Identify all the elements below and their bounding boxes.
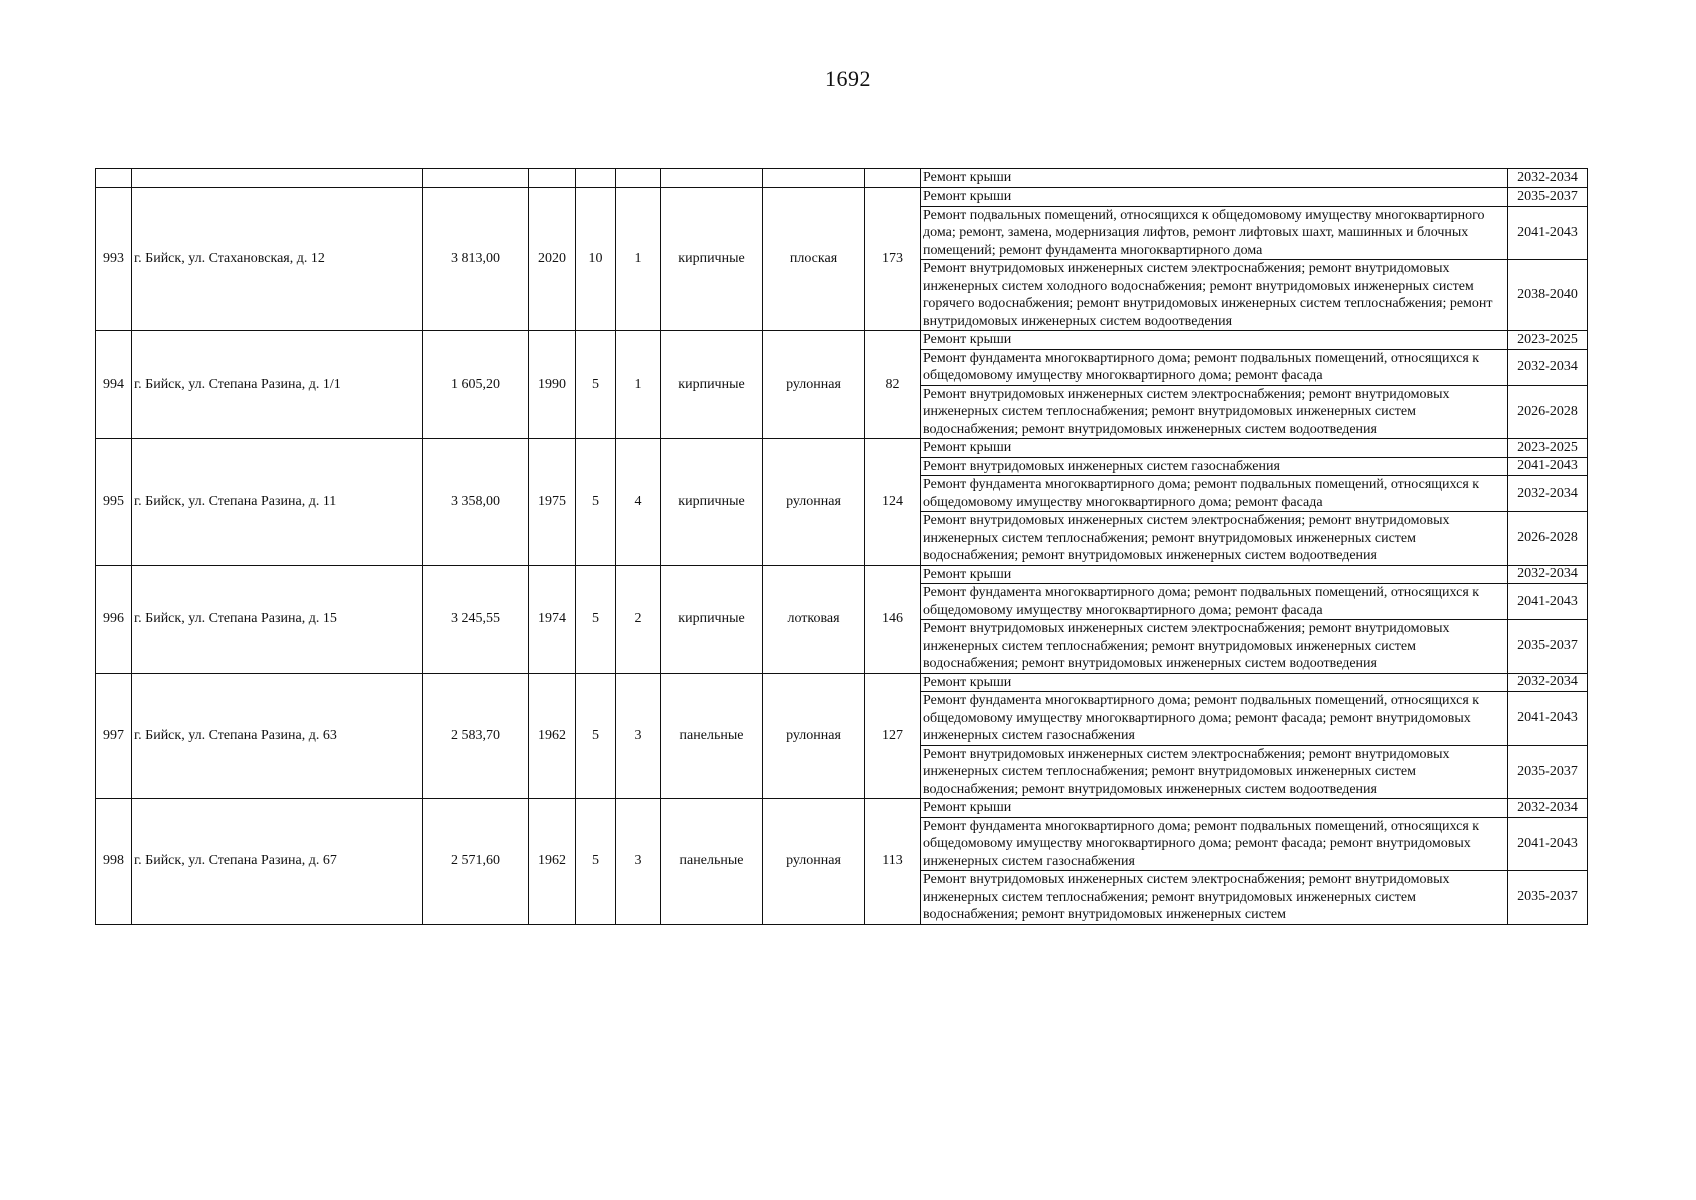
building-address: г. Бийск, ул. Степана Разина, д. 11 [132,439,423,566]
entrance-count: 4 [616,439,661,566]
work-description: Ремонт внутридомовых инженерных систем газоснабжения [921,457,1508,476]
building-address: г. Бийск, ул. Стахановская, д. 12 [132,188,423,331]
table-row [96,799,1588,818]
resident-count: 146 [865,565,921,673]
entrance-count: 3 [616,799,661,925]
total-area: 3 358,00 [423,439,529,566]
continuation-row [96,169,1588,188]
work-description: Ремонт фундамента многоквартирного дома; ремонт подвальных помещений, относящихся к общедомовому имуществу многоквартирного дома; ремонт фасада [921,584,1508,620]
work-description: Ремонт крыши [921,169,1508,188]
work-description: Ремонт внутридомовых инженерных систем электроснабжения; ремонт внутридомовых инженерных систем холодного водоснабжения; ремонт внутридомовых инженерных систем горячего водоснабжения; ремонт внутридомовых инженерных систем теплоснабжения; ремонт внутридомовых инженерных систем водоотведения [921,260,1508,331]
work-period: 2035-2037 [1508,188,1588,207]
roof-type: рулонная [763,799,865,925]
wall-material: кирпичные [661,188,763,331]
work-description: Ремонт крыши [921,799,1508,818]
repair-schedule-table [95,168,1588,925]
work-period: 2032-2034 [1508,673,1588,692]
entrance-count: 2 [616,565,661,673]
floor-count: 5 [576,565,616,673]
work-period: 2035-2037 [1508,620,1588,674]
work-period: 2041-2043 [1508,206,1588,260]
empty-cell [763,169,865,188]
entrance-count: 1 [616,188,661,331]
total-area: 2 583,70 [423,673,529,799]
row-number: 996 [96,565,132,673]
work-description: Ремонт внутридомовых инженерных систем электроснабжения; ремонт внутридомовых инженерных систем теплоснабжения; ремонт внутридомовых инженерных систем водоснабжения; ремонт внутридомовых инженерных систем [921,871,1508,925]
work-description: Ремонт внутридомовых инженерных систем электроснабжения; ремонт внутридомовых инженерных систем теплоснабжения; ремонт внутридомовых инженерных систем водоснабжения; ремонт внутридомовых инженерных систем водоотведения [921,745,1508,799]
resident-count: 113 [865,799,921,925]
row-number: 998 [96,799,132,925]
roof-type: рулонная [763,331,865,439]
empty-cell [661,169,763,188]
wall-material: кирпичные [661,565,763,673]
work-period: 2026-2028 [1508,385,1588,439]
table-row [96,673,1588,692]
work-description: Ремонт фундамента многоквартирного дома; ремонт подвальных помещений, относящихся к общедомовому имуществу многоквартирного дома; ремонт фасада; ремонт внутридомовых инженерных систем газоснабжения [921,817,1508,871]
roof-type: рулонная [763,673,865,799]
work-period: 2032-2034 [1508,565,1588,584]
wall-material: панельные [661,799,763,925]
empty-cell [423,169,529,188]
work-period: 2041-2043 [1508,817,1588,871]
work-description: Ремонт внутридомовых инженерных систем электроснабжения; ремонт внутридомовых инженерных систем теплоснабжения; ремонт внутридомовых инженерных систем водоснабжения; ремонт внутридомовых инженерных систем водоотведения [921,512,1508,566]
work-period: 2038-2040 [1508,260,1588,331]
work-description: Ремонт фундамента многоквартирного дома; ремонт подвальных помещений, относящихся к общедомовому имуществу многоквартирного дома; ремонт фасада [921,349,1508,385]
work-period: 2023-2025 [1508,331,1588,350]
build-year: 1962 [529,799,576,925]
work-description: Ремонт крыши [921,331,1508,350]
work-description: Ремонт фундамента многоквартирного дома; ремонт подвальных помещений, относящихся к общедомовому имуществу многоквартирного дома; ремонт фасада [921,476,1508,512]
work-description: Ремонт внутридомовых инженерных систем электроснабжения; ремонт внутридомовых инженерных систем теплоснабжения; ремонт внутридомовых инженерных систем водоснабжения; ремонт внутридомовых инженерных систем водоотведения [921,620,1508,674]
work-description: Ремонт внутридомовых инженерных систем электроснабжения; ремонт внутридомовых инженерных систем теплоснабжения; ремонт внутридомовых инженерных систем водоснабжения; ремонт внутридомовых инженерных систем водоотведения [921,385,1508,439]
resident-count: 82 [865,331,921,439]
floor-count: 5 [576,331,616,439]
row-number: 993 [96,188,132,331]
total-area: 3 245,55 [423,565,529,673]
roof-type: плоская [763,188,865,331]
work-period: 2032-2034 [1508,476,1588,512]
entrance-count: 3 [616,673,661,799]
empty-cell [616,169,661,188]
work-period: 2035-2037 [1508,745,1588,799]
work-period: 2041-2043 [1508,457,1588,476]
work-period: 2035-2037 [1508,871,1588,925]
floor-count: 5 [576,799,616,925]
roof-type: лотковая [763,565,865,673]
building-address: г. Бийск, ул. Степана Разина, д. 67 [132,799,423,925]
build-year: 1974 [529,565,576,673]
wall-material: панельные [661,673,763,799]
floor-count: 5 [576,673,616,799]
building-address: г. Бийск, ул. Степана Разина, д. 1/1 [132,331,423,439]
building-address: г. Бийск, ул. Степана Разина, д. 15 [132,565,423,673]
table-row [96,331,1588,350]
work-period: 2041-2043 [1508,584,1588,620]
work-period: 2026-2028 [1508,512,1588,566]
empty-cell [529,169,576,188]
work-period: 2032-2034 [1508,349,1588,385]
row-number: 994 [96,331,132,439]
resident-count: 124 [865,439,921,566]
empty-cell [96,169,132,188]
roof-type: рулонная [763,439,865,566]
resident-count: 127 [865,673,921,799]
row-number: 997 [96,673,132,799]
wall-material: кирпичные [661,331,763,439]
work-period: 2023-2025 [1508,439,1588,458]
work-description: Ремонт фундамента многоквартирного дома; ремонт подвальных помещений, относящихся к общедомовому имуществу многоквартирного дома; ремонт фасада; ремонт внутридомовых инженерных систем газоснабжения [921,692,1508,746]
entrance-count: 1 [616,331,661,439]
wall-material: кирпичные [661,439,763,566]
work-period: 2032-2034 [1508,169,1588,188]
row-number: 995 [96,439,132,566]
work-description: Ремонт крыши [921,439,1508,458]
table-row [96,188,1588,207]
build-year: 1990 [529,331,576,439]
floor-count: 5 [576,439,616,566]
work-description: Ремонт крыши [921,188,1508,207]
work-description: Ремонт подвальных помещений, относящихся к общедомовому имуществу многоквартирного дома; ремонт, замена, модернизация лифтов, ремонт лифтовых шахт, машинных и блочных помещений; ремонт фундамента многоквартирного дома [921,206,1508,260]
empty-cell [576,169,616,188]
work-description: Ремонт крыши [921,565,1508,584]
total-area: 2 571,60 [423,799,529,925]
empty-cell [132,169,423,188]
work-period: 2032-2034 [1508,799,1588,818]
build-year: 1962 [529,673,576,799]
work-description: Ремонт крыши [921,673,1508,692]
build-year: 1975 [529,439,576,566]
total-area: 3 813,00 [423,188,529,331]
page-number: 1692 [825,66,871,91]
table-row [96,439,1588,458]
floor-count: 10 [576,188,616,331]
empty-cell [865,169,921,188]
build-year: 2020 [529,188,576,331]
resident-count: 173 [865,188,921,331]
building-address: г. Бийск, ул. Степана Разина, д. 63 [132,673,423,799]
work-period: 2041-2043 [1508,692,1588,746]
table-row [96,565,1588,584]
total-area: 1 605,20 [423,331,529,439]
